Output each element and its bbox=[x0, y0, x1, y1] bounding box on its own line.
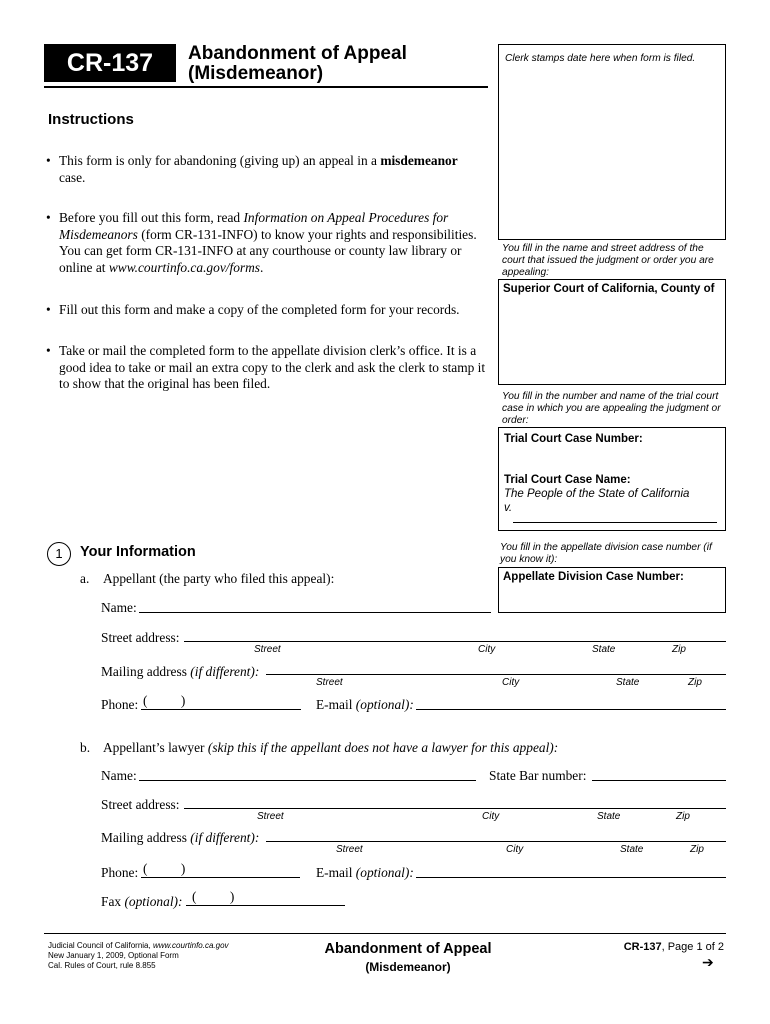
appellant-phone-field[interactable] bbox=[141, 709, 301, 710]
instruction-bullet-3 bbox=[46, 302, 486, 319]
lawyer-street-label: Street address: bbox=[101, 797, 180, 812]
sub-zip: Zip bbox=[690, 844, 704, 855]
bullet-dot: • bbox=[46, 343, 51, 358]
instruction-text-3: Fill out this form and make a copy of the completed form for your records. bbox=[59, 302, 460, 317]
section-heading: Your Information bbox=[80, 544, 196, 560]
clerk-stamp-box[interactable] bbox=[498, 44, 726, 240]
header-divider bbox=[44, 86, 488, 88]
court-name-box[interactable] bbox=[498, 279, 726, 385]
appellant-mailing-label: Mailing address (if different): bbox=[101, 664, 260, 679]
lawyer-street-field[interactable] bbox=[184, 808, 726, 809]
appellant-street-label: Street address: bbox=[101, 630, 180, 645]
courtinfo-link[interactable]: www.courtinfo.ca.gov/forms bbox=[108, 259, 260, 275]
defendant-name-line[interactable] bbox=[513, 522, 717, 523]
instruction-text-2: Before you fill out this form, read Information on Appeal Procedures for Misdemeanors (form CR-131-INFO) to know your rights and responsibilities. You can get form CR-131-INFO at any courthouse or county law library or online at www.courtinfo.ca.gov/forms. bbox=[59, 210, 477, 275]
court-box-note: You fill in the name and street address of the court that issued the judgment or order you are appealing: bbox=[502, 243, 714, 278]
form-id-badge: CR-137 bbox=[44, 44, 176, 82]
instruction-text-4: Take or mail the completed form to the appellate division clerk’s office. It is a good idea to take or mail an extra copy to the clerk and ask the clerk to stamp it to show that the original has been filed. bbox=[59, 343, 486, 392]
lawyer-phone-label: Phone: bbox=[101, 865, 139, 880]
trial-case-box[interactable] bbox=[498, 427, 726, 531]
state-bar-label: State Bar number: bbox=[489, 768, 587, 783]
footer-publisher: Judicial Council of California, www.courtinfo.ca.gov bbox=[48, 941, 229, 950]
court-name-label: Superior Court of California, County of bbox=[503, 283, 715, 295]
instruction-bullet-4 bbox=[46, 343, 486, 393]
sub-state: State bbox=[597, 811, 621, 822]
sub-state: State bbox=[620, 844, 644, 855]
sub-street: Street bbox=[254, 644, 281, 655]
item-a-marker: a. bbox=[80, 571, 90, 586]
footer-revision: New January 1, 2009, Optional Form bbox=[48, 951, 179, 960]
fax-area-parens: ( ) bbox=[192, 889, 235, 904]
section-number: 1 bbox=[55, 546, 63, 561]
bullet-dot: • bbox=[46, 210, 51, 225]
sub-zip: Zip bbox=[676, 811, 690, 822]
appellant-email-field[interactable] bbox=[416, 709, 726, 710]
sub-city: City bbox=[502, 677, 520, 688]
appellate-case-label: Appellate Division Case Number: bbox=[503, 571, 684, 583]
appellant-name-field[interactable] bbox=[139, 612, 491, 613]
section-number-circle bbox=[47, 542, 71, 566]
footer-title bbox=[300, 941, 516, 974]
lawyer-phone-field[interactable] bbox=[141, 877, 300, 878]
appellant-street-field[interactable] bbox=[184, 641, 726, 642]
sub-state: State bbox=[592, 644, 616, 655]
sub-city: City bbox=[478, 644, 496, 655]
instruction-bullet-2 bbox=[46, 210, 486, 276]
state-bar-field[interactable] bbox=[592, 780, 726, 781]
sub-zip: Zip bbox=[672, 644, 686, 655]
phone-area-parens: ( ) bbox=[143, 693, 186, 708]
form-title-line1: Abandonment of Appeal bbox=[188, 43, 407, 64]
footer-divider bbox=[44, 933, 726, 934]
trial-case-number-label: Trial Court Case Number: bbox=[504, 433, 643, 445]
lawyer-email-field[interactable] bbox=[416, 877, 726, 878]
case-name-versus: v. bbox=[504, 502, 513, 514]
sub-zip: Zip bbox=[688, 677, 702, 688]
appellate-case-box[interactable] bbox=[498, 567, 726, 613]
form-title bbox=[188, 44, 407, 84]
footer-left bbox=[48, 941, 229, 971]
appellant-name-label: Name: bbox=[101, 600, 137, 615]
sub-city: City bbox=[482, 811, 500, 822]
footer-page-info: CR-137, Page 1 of 2 bbox=[623, 941, 724, 953]
lawyer-fax-field[interactable] bbox=[186, 905, 345, 906]
lawyer-fax-label: Fax (optional): bbox=[101, 894, 183, 909]
lawyer-name-field[interactable] bbox=[139, 780, 476, 781]
bullet-dot: • bbox=[46, 153, 51, 168]
sub-street: Street bbox=[257, 811, 284, 822]
case-box-note: You fill in the number and name of the trial court case in which you are appealing the judgment or order: bbox=[502, 391, 721, 426]
sub-state: State bbox=[616, 677, 640, 688]
instruction-text-1: This form is only for abandoning (giving up) an appeal in a misdemeanor case. bbox=[59, 153, 458, 185]
sub-city: City bbox=[506, 844, 524, 855]
trial-case-name-label: Trial Court Case Name: bbox=[504, 474, 631, 486]
lawyer-email-label: E-mail (optional): bbox=[316, 865, 414, 880]
appellant-mailing-field[interactable] bbox=[266, 674, 726, 675]
appellant-email-label: E-mail (optional): bbox=[316, 697, 414, 712]
footer-title-line1: Abandonment of Appeal bbox=[324, 941, 492, 957]
lawyer-mailing-field[interactable] bbox=[266, 841, 726, 842]
bullet-dot: • bbox=[46, 302, 51, 317]
item-b-marker: b. bbox=[80, 740, 91, 755]
item-a-label: Appellant (the party who filed this appeal): bbox=[103, 571, 335, 586]
sub-street: Street bbox=[316, 677, 343, 688]
lawyer-mailing-label: Mailing address (if different): bbox=[101, 830, 260, 845]
instructions-heading: Instructions bbox=[48, 111, 134, 128]
form-title-line2: (Misdemeanor) bbox=[188, 63, 324, 84]
item-b-label: Appellant’s lawyer (skip this if the appellant does not have a lawyer for this appeal): bbox=[103, 740, 559, 755]
case-name-people: The People of the State of California bbox=[504, 488, 690, 500]
sub-street: Street bbox=[336, 844, 363, 855]
footer-rule-ref: Cal. Rules of Court, rule 8.855 bbox=[48, 961, 156, 970]
footer-title-line2: (Misdemeanor) bbox=[365, 960, 451, 974]
clerk-stamp-note: Clerk stamps date here when form is filed. bbox=[505, 53, 696, 64]
appellant-phone-label: Phone: bbox=[101, 697, 139, 712]
next-page-arrow-icon[interactable]: ➔ bbox=[702, 954, 714, 970]
instruction-bullet-1 bbox=[46, 153, 486, 186]
appellate-box-note: You fill in the appellate division case number (if you know it): bbox=[500, 542, 712, 565]
phone-area-parens: ( ) bbox=[143, 861, 186, 876]
lawyer-name-label: Name: bbox=[101, 768, 137, 783]
